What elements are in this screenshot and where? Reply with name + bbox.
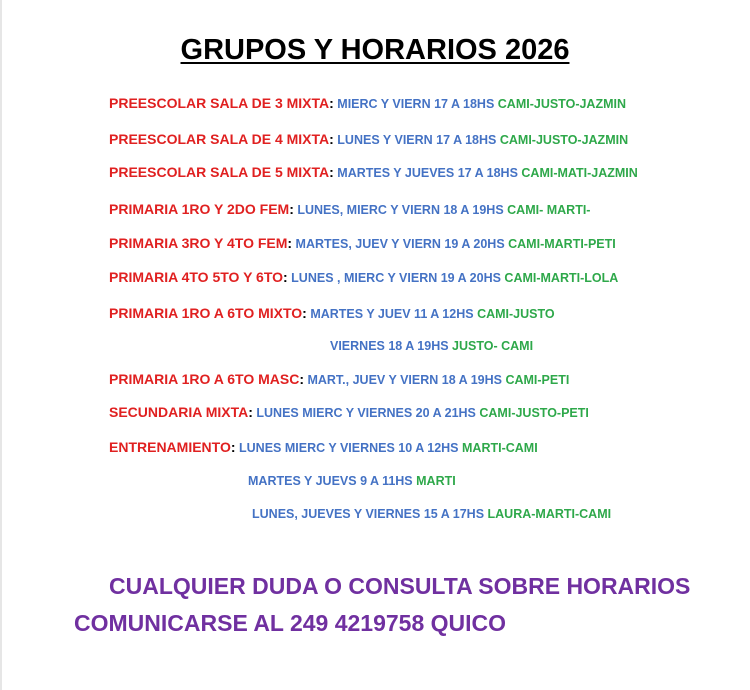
group-name: PRIMARIA 1RO A 6TO MIXTO	[109, 305, 303, 321]
schedule-text: MIERC Y VIERN 17 A 18HS	[333, 97, 498, 111]
staff-names: MARTI-CAMI	[462, 441, 538, 455]
schedule-text: LUNES MIERC Y VIERNES 20 A 21HS	[252, 406, 480, 420]
staff-names: JUSTO- CAMI	[452, 339, 534, 353]
separator: :	[299, 371, 304, 387]
group-name: SECUNDARIA MIXTA	[109, 404, 249, 420]
schedule-continuation-row	[252, 506, 611, 522]
schedule-row	[109, 371, 569, 388]
group-name: PREESCOLAR SALA DE 3 MIXTA	[109, 95, 330, 111]
staff-names: CAMI-MATI-JAZMIN	[521, 166, 638, 180]
separator: :	[329, 95, 334, 111]
schedule-text: LUNES , MIERC Y VIERN 19 A 20HS	[287, 271, 505, 285]
schedule-text: MARTES, JUEV Y VIERN 19 A 20HS	[292, 237, 509, 251]
staff-names: LAURA-MARTI-CAMI	[487, 507, 612, 521]
staff-names: CAMI-JUSTO	[477, 307, 555, 321]
schedule-row	[109, 131, 628, 148]
schedule-text: LUNES Y VIERN 17 A 18HS	[333, 133, 500, 147]
group-name: ENTRENAMIENTO	[109, 439, 231, 455]
contact-note-line-2: COMUNICARSE AL 249 4219758 QUICO	[74, 610, 507, 636]
separator: :	[248, 404, 253, 420]
separator: :	[287, 235, 293, 251]
group-name: PREESCOLAR SALA DE 5 MIXTA	[109, 164, 330, 180]
schedule-row	[109, 404, 589, 421]
staff-names: CAMI-MARTI-LOLA	[504, 271, 619, 285]
staff-names: CAMI-JUSTO-PETI	[479, 406, 589, 420]
schedule-text: MARTES Y JUEV 11 A 12HS	[306, 307, 478, 321]
page-edge	[0, 0, 2, 690]
separator: :	[302, 305, 307, 321]
schedule-row	[109, 235, 616, 252]
separator: :	[283, 269, 288, 285]
page-title-text: GRUPOS Y HORARIOS 2026	[180, 34, 570, 66]
staff-names: MARTI	[416, 474, 456, 488]
group-name: PRIMARIA 1RO A 6TO MASC	[109, 371, 300, 387]
schedule-row	[109, 269, 618, 286]
group-name: PRIMARIA 3RO Y 4TO FEM	[109, 235, 288, 251]
schedule-text: MARTES Y JUEVES 17 A 18HS	[333, 166, 522, 180]
schedule-text: LUNES, JUEVES Y VIERNES 15 A 17HS	[252, 507, 488, 521]
schedule-text: VIERNES 18 A 19HS	[330, 339, 453, 353]
schedule-row	[109, 95, 626, 112]
separator: :	[289, 201, 294, 217]
separator: :	[329, 131, 334, 147]
separator: :	[329, 164, 334, 180]
staff-names: CAMI-JUSTO-JAZMIN	[497, 97, 627, 111]
schedule-text: LUNES MIERC Y VIERNES 10 A 12HS	[235, 441, 462, 455]
schedule-text: MART., JUEV Y VIERN 18 A 19HS	[303, 373, 506, 387]
staff-names: CAMI-PETI	[505, 373, 570, 387]
staff-names: CAMI- MARTI-	[507, 203, 591, 217]
schedule-text: MARTES Y JUEVS 9 A 11HS	[248, 474, 417, 488]
contact-note-line-1: CUALQUIER DUDA O CONSULTA SOBRE HORARIOS	[109, 573, 691, 599]
separator: :	[230, 439, 236, 455]
schedule-row	[109, 164, 638, 181]
schedule-row	[109, 201, 590, 218]
staff-names: CAMI-MARTI-PETI	[508, 237, 616, 251]
staff-names: CAMI-JUSTO-JAZMIN	[499, 133, 629, 147]
schedule-text: LUNES, MIERC Y VIERN 18 A 19HS	[293, 203, 508, 217]
schedule-row	[109, 305, 555, 322]
page-title	[0, 34, 750, 67]
group-name: PRIMARIA 1RO Y 2DO FEM	[109, 201, 290, 217]
schedule-row	[109, 439, 538, 456]
group-name: PREESCOLAR SALA DE 4 MIXTA	[109, 131, 330, 147]
schedule-continuation-row	[330, 338, 533, 354]
schedule-continuation-row	[248, 473, 456, 489]
group-name: PRIMARIA 4TO 5TO Y 6TO	[109, 269, 284, 285]
